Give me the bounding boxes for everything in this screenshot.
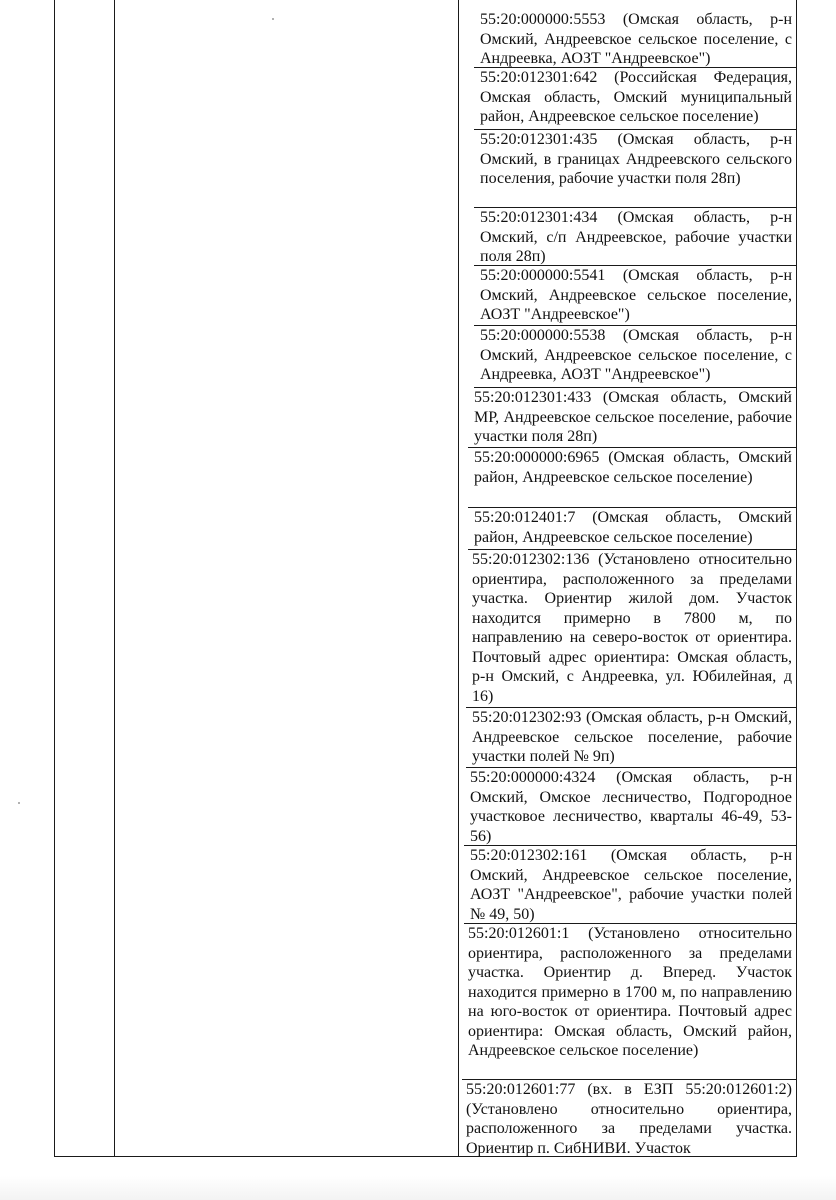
cadastral-entry: 55:20:000000:5538 (Омская область, р-н Омский, Андреевское сельское поселение, с Андреевка, АОЗТ "Андреевское") <box>480 327 792 383</box>
list-item <box>468 508 796 550</box>
scan-shadow <box>0 1176 836 1200</box>
list-item <box>474 130 796 208</box>
table-right-border <box>796 0 797 1157</box>
cadastral-entry: 55:20:012301:434 (Омская область, р-н Омский, с/п Андреевское, рабочие участки поля 28п) <box>480 209 792 265</box>
table-left-border <box>54 0 55 1157</box>
list-item <box>468 388 796 448</box>
cadastral-entry: 55:20:012302:136 (Установлено относительно ориентира, расположенного за пределами участка. Ориентир жилой дом. Участок находится примерно в 7800 м, по направлению на северо-восток от ориентира. Почтовый адрес ориентира: Омская область, р-н Омский, с Андреевка, ул. Юбилейная, д 16) <box>472 551 792 705</box>
list-item <box>474 68 796 130</box>
scan-speck <box>272 18 274 20</box>
list-item <box>464 846 796 924</box>
cadastral-entry: 55:20:012302:161 (Омская область, р-н Омский, Андреевское сельское поселение, АОЗТ "Андреевское", рабочие участки полей № 49, 50) <box>470 847 792 923</box>
list-item <box>474 208 796 266</box>
cadastral-entry: 55:20:012301:433 (Омская область, Омский МР, Андреевское сельское поселение, рабочие участки поля 28п) <box>474 389 792 445</box>
cadastral-column <box>458 0 796 1157</box>
cadastral-entry: 55:20:000000:4324 (Омская область, р-н Омский, Омское лесничество, Подгородное участковое лесничество, кварталы 46-49, 53-56) <box>470 769 792 845</box>
scan-speck <box>18 802 20 804</box>
cadastral-entry: 55:20:012302:93 (Омская область, р-н Омский, Андреевское сельское поселение, рабочие участки полей № 9п) <box>472 709 792 765</box>
list-item <box>474 326 796 388</box>
list-item <box>462 924 796 1080</box>
cadastral-entry: 55:20:000000:5541 (Омская область, р-н Омский, Андреевское сельское поселение, АОЗТ "Андреевское") <box>480 267 792 323</box>
list-item <box>460 1080 796 1157</box>
cadastral-entry: 55:20:012601:1 (Установлено относительно ориентира, расположенного за пределами участка. Ориентир д. Вперед. Участок находится примерно в 1700 м, по направлению на юго-восток от ориентира. Почтовый адрес ориентира: Омская область, Омский район, Андреевское сельское поселение) <box>468 925 792 1059</box>
cadastral-entry: 55:20:000000:6965 (Омская область, Омский район, Андреевское сельское поселение) <box>474 449 792 486</box>
cadastral-entry: 55:20:012301:435 (Омская область, р-н Омский, в границах Андреевского сельского поселения, рабочие участки поля 28п) <box>480 131 792 187</box>
list-item <box>474 266 796 326</box>
cadastral-entry: 55:20:000000:5553 (Омская область, р-н Омский, Андреевское сельское поселение, с Андреевка, АОЗТ "Андреевское") <box>480 11 792 67</box>
cadastral-entry: 55:20:012301:642 (Российская Федерация, Омская область, Омский муниципальный район, Андреевское сельское поселение) <box>480 69 792 125</box>
column-separator-1 <box>114 0 115 1157</box>
list-item <box>474 10 796 68</box>
list-item <box>468 448 796 508</box>
list-item <box>466 708 796 768</box>
cadastral-entry: 55:20:012601:77 (вх. в ЕЗП 55:20:012601:2) (Установлено относительно ориентира, расположенного за пределами участка. Ориентир п. СибНИВИ. Участок <box>466 1081 792 1157</box>
list-item <box>466 550 796 708</box>
cadastral-entry: 55:20:012401:7 (Омская область, Омский район, Андреевское сельское поселение) <box>474 509 792 546</box>
list-item <box>464 768 796 846</box>
